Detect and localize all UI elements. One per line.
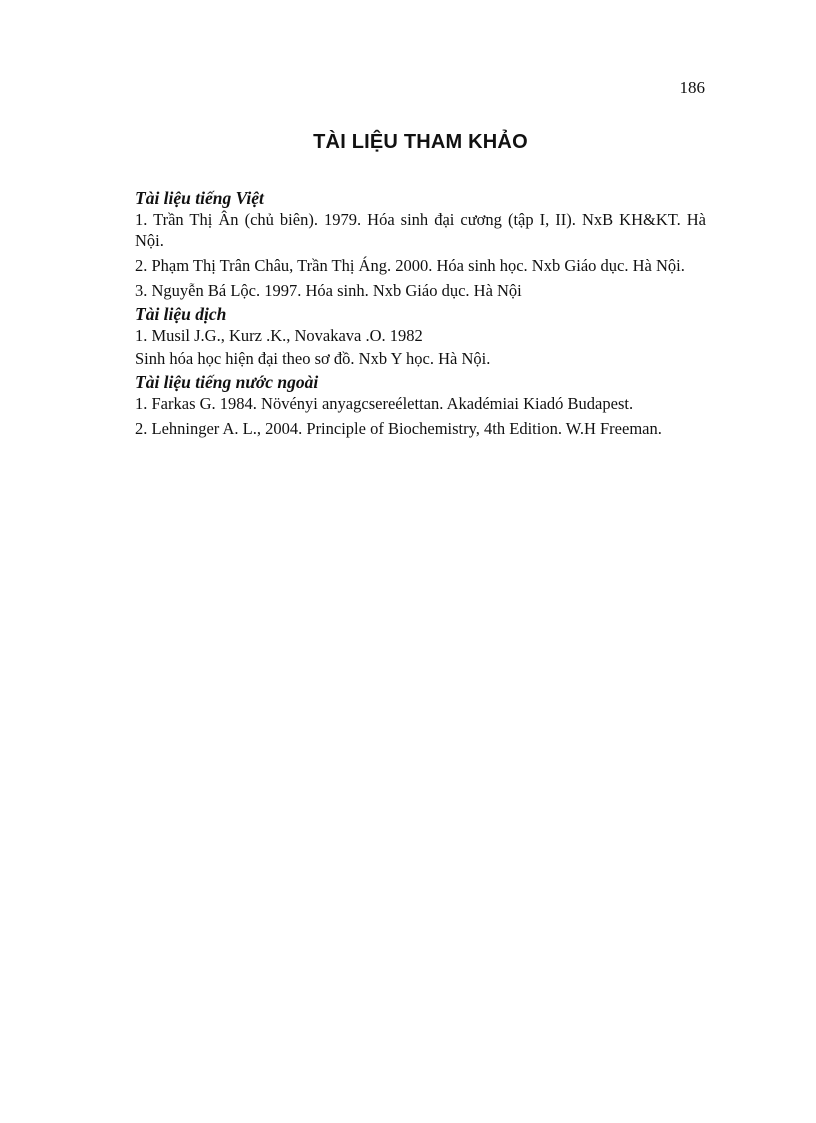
reference-item: 2. Lehninger A. L., 2004. Principle of Biochemistry, 4th Edition. W.H Freeman. [135, 419, 662, 438]
section-heading: Tài liệu dịch [135, 304, 227, 324]
reference-item: 1. Trần Thị Ân (chủ biên). 1979. Hóa sinh đại cương (tập I, II). NxB KH&KT. Hà Nội. [135, 210, 706, 250]
reference-item: 1. Musil J.G., Kurz .K., Novakava .O. 1982 [135, 326, 423, 345]
page-number: 186 [679, 78, 705, 97]
section-foreign [135, 371, 706, 439]
reference-item: 2. Phạm Thị Trân Châu, Trần Thị Áng. 2000. Hóa sinh học. Nxb Giáo dục. Hà Nội. [135, 256, 685, 275]
section-heading: Tài liệu tiếng nước ngoài [135, 372, 319, 392]
section-translated [135, 303, 706, 369]
reference-item: 1. Farkas G. 1984. Növényi anyagcsereélettan. Akadémiai Kiadó Budapest. [135, 394, 634, 413]
reference-item: Sinh hóa học hiện đại theo sơ đồ. Nxb Y học. Hà Nội. [135, 349, 491, 368]
page-title: TÀI LIỆU THAM KHẢO [313, 131, 528, 153]
reference-item: 3. Nguyễn Bá Lộc. 1997. Hóa sinh. Nxb Giáo dục. Hà Nội [135, 281, 522, 300]
section-heading: Tài liệu tiếng Việt [135, 188, 264, 208]
section-vietnamese [135, 187, 706, 301]
references-content [135, 187, 706, 443]
